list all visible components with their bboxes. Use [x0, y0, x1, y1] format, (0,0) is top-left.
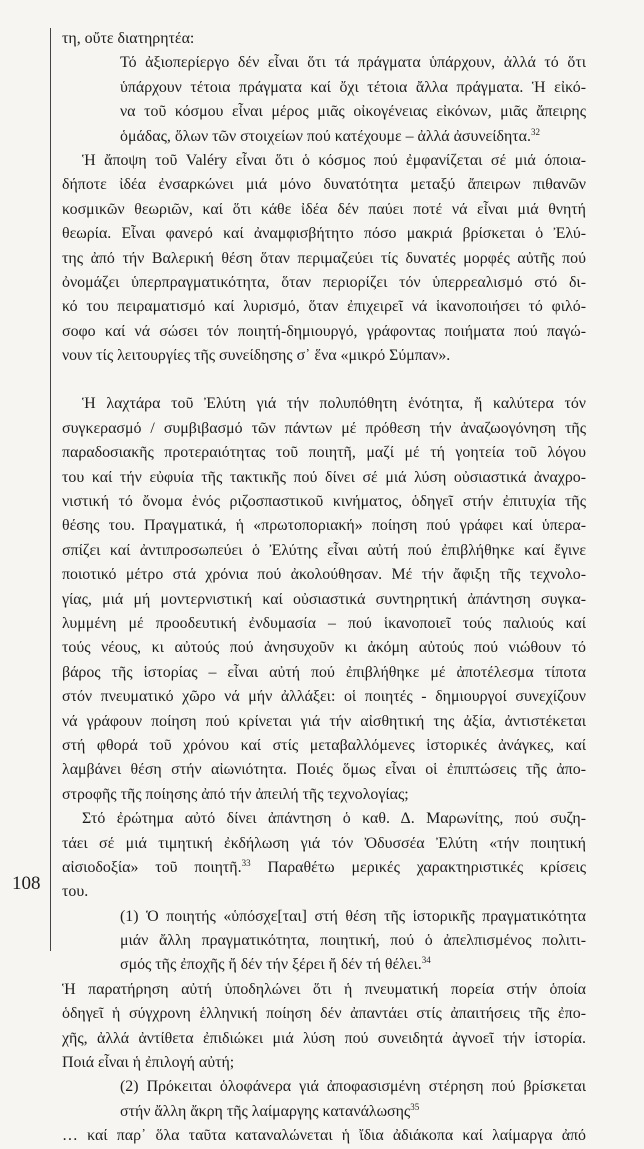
text-line: βάρος τῆς ἱστορίας – εἶναι αὐτή πού ἐπιβλήθηκε μέ ἀποτέλεσμα τίποτα: [62, 663, 586, 681]
text-line: τούς νέους, κι αὐτούς πού ἀνησυχοῦν κι ἀκόμη αὐτούς πού νιώθουν τό: [62, 639, 586, 657]
text-line: στήν ἄλλη ἄκρη τῆς λαίμαργης κατανάλωσης$^{35}$: [120, 1101, 420, 1120]
text-line: (2) Πρόκειται ὁλοφάνερα γιά ἀποφασισμένη στέρηση πού βρίσκεται: [120, 1078, 586, 1096]
text-line: Ἡ λαχτάρα τοῦ Ἐλύτη γιά τήν πολυπόθητη ἑνότητα, ἤ καλύτερα τόν: [82, 395, 586, 413]
text-line: Στό ἐρώτημα αὐτό δίνει ἀπάντηση ὁ καθ. Δ. Μαρωνίτης, πού συζη-: [82, 810, 586, 828]
text-line: να τοῦ κόσμου εἶναι μέρος μιᾶς οἰκογένειας εἰκόνων, μιᾶς ἄπειρης: [120, 103, 586, 121]
text-line: της ἀπό τήν Βαλερική θέση ὅταν περιμαζεύει τίς δυνατές μορφές αὐτῆς πού: [62, 249, 586, 267]
text-line: μιάν ἄλλη πραγματικότητα, ποιητική, πού ὁ ἀπελπισμένος πολιτι-: [120, 932, 586, 950]
text-line: τάει σέ μιά τιμητική ἐκδήλωση γιά τόν Ὀδυσσέα Ἐλύτη «τήν ποιητική: [62, 834, 586, 852]
text-line: (1) Ὁ ποιητής «ὑπόσχε[ται] στή θέση τῆς ἱστορικῆς πραγματικότητα: [120, 907, 586, 925]
text-line: σοφο καί νά σώσει τόν ποιητή-δημιουργό, γράφοντας ποιήματα πού παγώ-: [62, 322, 586, 340]
text-line: στόν πνευματικό χῶρο νά μήν ἀλλάξει: οἱ ποιητές - δημιουργοί συνεχίζουν: [62, 688, 586, 706]
text-line: λαμβάνει θέση στήν αἰωνιότητα. Ποιές ὅμως εἶναι οἱ ἐπιπτώσεις τῆς ἀπο-: [62, 761, 586, 779]
page-number: 108: [12, 873, 41, 894]
text-line: Ἡ παρατήρηση αὐτή ὑποδηλώνει ὅτι ἡ πνευματική πορεία στήν ὁποία: [62, 980, 586, 998]
footnote-marker: 34: [421, 955, 431, 966]
text-line: στή φθορά τοῦ χρόνου καί στίς μεταβαλλόμενες ἱστορικές ἀνάγκες, καί: [62, 736, 586, 754]
text-line: τη, οὔτε διατηρητέα:: [62, 30, 195, 47]
text-line: δήποτε ἰδέα ἐνσαρκώνει μιά μόνο δυνατότητα μεταξύ ἄπειρων πιθανῶν: [62, 176, 586, 194]
text-line: χῆς, ἀλλά ἀντίθετα ἐπιδιώκει μιά λύση πού συνειδητά ἀγνοεῖ τήν ἱστορία.: [62, 1029, 586, 1047]
text-line: παραδοσιακῆς προτεραιότητας τοῦ ποιητῆ, μαζί μέ τή γοητεία τοῦ λόγου: [62, 444, 586, 462]
text-line: λυμμένη μέ προοδευτική ἐνδυμασία – πού ἱκανοποιεῖ τούς παλιούς καί: [62, 614, 586, 632]
text-line: αἰσιοδοξία» τοῦ ποιητῆ.$^{33}$ Παραθέτω μερικές χαρακτηριστικές κρίσεις: [62, 857, 586, 876]
text-line: Ποιά εἶναι ἡ ἐπιλογή αὐτή;: [62, 1054, 235, 1072]
text-line: νιστική τό ὄνομα ἑνός ριζοσπαστικοῦ κινήματος, ὁδηγεῖ στήν ἐπιτυχία τῆς: [62, 493, 586, 511]
text-line: θεωρία. Εἶναι φανερό καί ἀναμφισβήτητο πόσο μακριά βρίσκεται ὁ Ἐλύ-: [62, 225, 586, 243]
text-line: σμός τῆς ἐποχῆς ἤ δέν τήν ξέρει ἤ δέν τή θέλει.$^{34}$: [120, 955, 431, 974]
paragraph-gap: [62, 368, 586, 392]
text-line: του καί τήν εὐφυία τῆς τακτικῆς πού δίνει σέ μιά λύση οὐσιαστικά ἀναχρο-: [62, 468, 586, 486]
page-body: [62, 27, 586, 1149]
text-line: Ἡ ἄποψη τοῦ Valéry εἶναι ὅτι ὁ κόσμος πού ἐμφανίζεται σέ μιά όποια-: [82, 151, 586, 169]
text-line: ὀνομάζει ὑπερπραγματικότητα, ὅταν περιορίζει τόν ὑπερρεαλισμό στό δι-: [62, 273, 586, 291]
text-line: γίας, μιά μή μοντερνιστική καί οὐσιαστικά συντηρητική ἀπάντηση συγκα-: [62, 590, 586, 608]
text-line: Τό ἀξιοπερίεργο δέν εἶναι ὅτι τά πράγματα ὑπάρχουν, ἀλλά τό ὅτι: [120, 54, 586, 72]
footnote-marker: 35: [410, 1101, 420, 1112]
text-line: ὁδηγεῖ ἡ σύγχρονη ἑλληνική ποίηση δέν ἀπαντάει στίς ἀπαιτήσεις τῆς ἐπο-: [62, 1005, 586, 1023]
text-line: ὁμάδας, ὅλων τῶν στοιχείων πού κατέχουμε – ἀλλά ἀσυνείδητα.$^{32}$: [120, 126, 540, 145]
text-line: συγκερασμό / συμβιβασμό τῶν πάντων μέ πρόθεση τήν ἀναζωογόνηση τῆς: [62, 419, 586, 437]
text-line: ποιοτικό μέτρο στά χρόνια πού ἀκολούθησαν. Μέ τήν ἄφιξη τῆς τεχνολο-: [62, 566, 586, 584]
text-line: σπίζει καί ἀντιπροσωπεύει ὁ Ἐλύτης εἶναι αὐτή πού ἐπιβλήθηκε καί ἔγινε: [62, 541, 586, 559]
text-line: θέσης του. Πραγματικά, ἡ «πρωτοποριακή» ποίηση πού γράφει καί ὑπερα-: [62, 517, 586, 535]
text-line: νουν τίς λειτουργίες τῆς συνείδησης σ᾽ ἕνα «μικρό Σύμπαν».: [62, 347, 451, 365]
text-line: … καί παρ᾽ ὅλα ταῦτα καταναλώνεται ἡ ἴδια ἀδιάκοπα καί λαίμαργα ἀπό: [62, 1127, 586, 1145]
footnote-marker: 32: [530, 126, 540, 137]
text-line: του.: [62, 883, 89, 901]
footnote-marker: 33: [241, 857, 251, 868]
margin-rule: [50, 28, 51, 951]
text-line: στροφῆς τῆς ποίησης ἀπό τήν ἀπειλή τῆς τεχνολογίας;: [62, 785, 409, 803]
text-line: νά γράφουν ποίηση πού κρίνεται γιά τήν αἰσθητική της ἀξία, ἀντιστέκεται: [62, 712, 586, 730]
text-line: ὑπάρχουν τέτοια πράγματα καί ὄχι τέτοια ἄλλα πράγματα. Ἡ εἰκό-: [120, 78, 586, 96]
text-line: κό του πειραματισμό καί λυρισμό, ὅταν ἐπιχειρεῖ νά ἱκανοποιήσει τό φιλό-: [62, 298, 586, 316]
text-line: κοσμικῶν θεωριῶν, καί ὅτι κάθε ἰδέα δέν παύει ποτέ νά εἶναι μιά θνητή: [62, 200, 586, 218]
